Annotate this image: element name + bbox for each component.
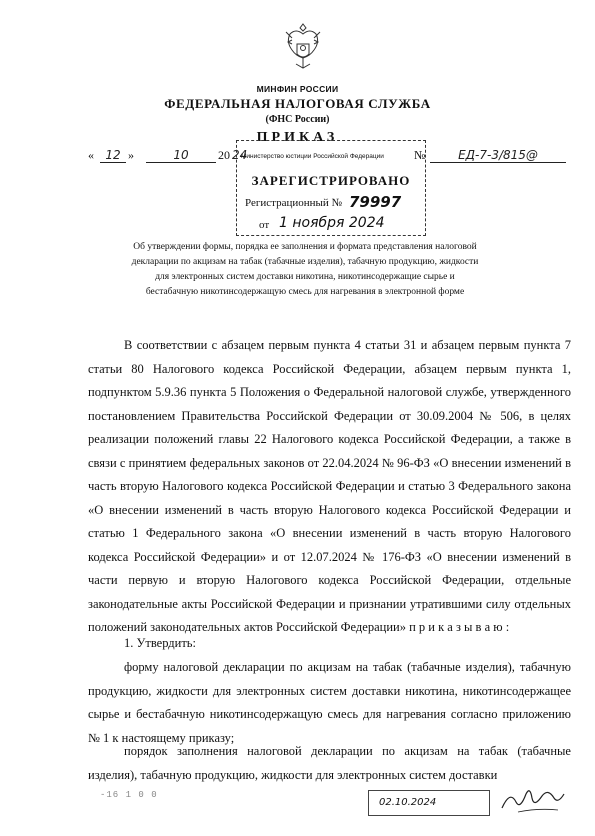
- footer-date-stamp: [368, 790, 490, 816]
- date-close-quote: »: [128, 148, 134, 162]
- document-type-title: ПРИКАЗ: [256, 130, 339, 145]
- footer-stamp-date: 02.10.2024: [379, 797, 437, 808]
- item-1-paragraph: [88, 656, 571, 750]
- stamp-reg-label: Регистрационный №: [245, 197, 343, 209]
- stamp-reg-number: 79997: [349, 193, 402, 211]
- order-number-sign: №: [414, 148, 426, 162]
- point-1-heading: 1. Утвердить:: [124, 636, 196, 650]
- stamp-organization: Министерство юстиции Российской Федерации: [241, 153, 384, 160]
- service-name: ФЕДЕРАЛЬНАЯ НАЛОГОВАЯ СЛУЖБА: [164, 96, 431, 111]
- preamble-text: В соответствии с абзацем первым пункта 4 статьи 31 и абзацем первым пункта 7 статьи 80 Налогового кодекса Российской Федерации, абзацем первым пункта 1, подпунктом 5.9.36 пункта 5 Положения о Федеральной налоговой службе, утвержденного постановлением Правительства Российской Федерации от 30.09.2004 № 506, в целях реализации положений главы 22 Налогового кодекса Российской Федерации, а также в связи с принятием федеральных законов от 22.04.2024 № 96-ФЗ «О внесении изменений в часть вторую Налогового кодекса Российской Федерации и статью 3 Федерального закона «О внесении изменений в часть вторую Налогового кодекса Российской Федерации и статью 1 Федерального закона «О внесении изменений в часть вторую Налогового кодекса Российской Федерации» и от 12.07.2024 № 176-ФЗ «О внесении изменений в части первую и вторую Налогового кодекса Российской Федерации, отдельные законодательные акты Российской Федерации и признании утратившими силу отдельных положений законодательных актов Российской Федерации» п р и к а з ы в а ю :: [88, 338, 571, 634]
- stamp-from-label: от: [259, 219, 270, 231]
- preamble-paragraph: [88, 334, 571, 640]
- order-month: 10: [146, 148, 216, 163]
- item-1-text: форму налоговой декларации по акцизам на табак (табачные изделия), табачную продукцию, жидкости для электронных систем доставки никотина, никотинсодержащее сырье и бестабачную никотинсодержащую смесь для нагревания согласно приложению № 1 к настоящему приказу;: [88, 660, 571, 745]
- order-year-suffix: 24: [232, 148, 248, 162]
- footer-code: -16 1 0 0: [100, 790, 158, 800]
- order-subject: [70, 240, 540, 300]
- item-2-paragraph: [88, 740, 571, 786]
- signature-icon: [498, 786, 568, 816]
- order-day: 12: [100, 148, 126, 163]
- subject-line: бестабачную никотинсодержащую смесь для нагревания в электронной форме: [145, 287, 465, 297]
- date-open-quote: «: [88, 148, 94, 162]
- ministry-name: МИНФИН РОССИИ: [256, 84, 339, 94]
- item-2-text: порядок заполнения налоговой декларации по акцизам на табак (табачные изделия), табачную продукцию, жидкости для электронных систем доставки: [88, 744, 571, 782]
- state-emblem-icon: [282, 20, 324, 72]
- subject-line: Об утверждении формы, порядка ее заполнения и формата представления налоговой: [133, 242, 477, 252]
- subject-line: декларации по акцизам на табак (табачные изделия), табачную продукцию, жидкости: [131, 257, 479, 267]
- registration-stamp: [236, 140, 426, 236]
- subject-line: для электронных систем доставки никотина, никотинсодержащие сырье и: [155, 272, 455, 282]
- stamp-from-date: 1 ноября 2024: [279, 215, 385, 231]
- order-number: ЕД-7-3/815@: [430, 148, 566, 163]
- stamp-registered: ЗАРЕГИСТРИРОВАНО: [251, 173, 411, 188]
- service-abbreviation: (ФНС России): [265, 114, 330, 125]
- order-year-prefix: 20: [218, 148, 230, 162]
